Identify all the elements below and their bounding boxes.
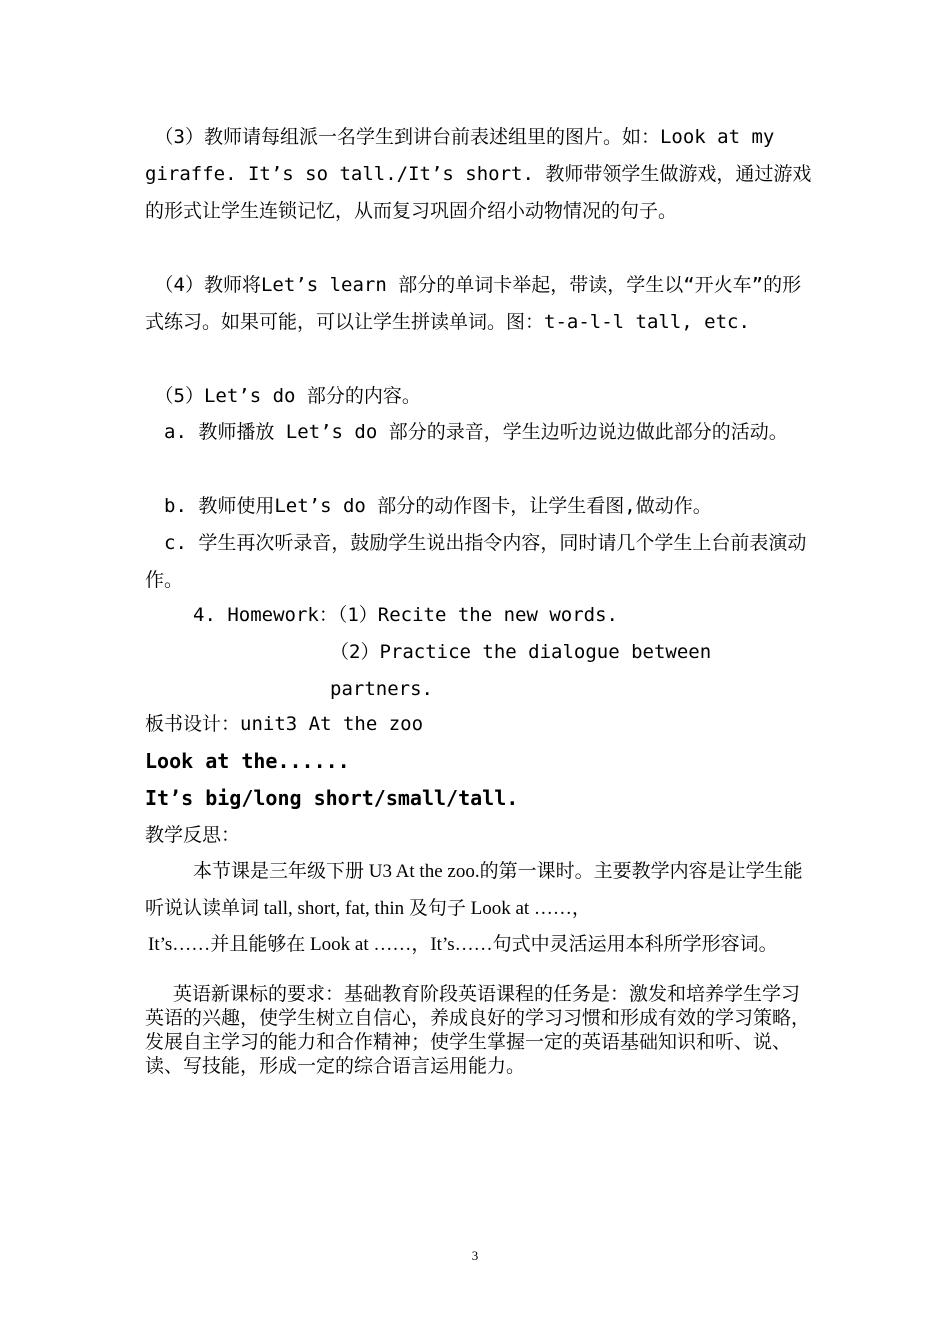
- paragraph-step-5a: a. 教师播放 Let’s do 部分的录音，学生边听边说边做此部分的活动。: [145, 421, 788, 443]
- paragraph-step-5: （5）Let’s do 部分的内容。: [145, 385, 421, 407]
- reflection-paragraph-2: It’s……并且能够在 Look at ……，It’s……句式中灵活运用本科所学形容词。: [148, 934, 778, 955]
- board-design-line-1: Look at the......: [145, 749, 350, 773]
- paragraph-step-3: （3）教师请每组派一名学生到讲台前表述组里的图片。如：Look at my giraffe. It’s so tall./It’s short. 教师带领学生做游戏，通过游戏的形式让学生连锁记忆，从而复习巩固介绍小动物情况的句子。: [145, 126, 812, 222]
- board-design-title: 板书设计：unit3 At the zoo: [145, 713, 424, 735]
- board-design-line-2: It’s big/long short/small/tall.: [145, 786, 519, 810]
- reflection-title: 教学反思：: [145, 824, 241, 846]
- homework-line-2: （2）Practice the dialogue between partners.: [330, 641, 712, 700]
- homework-line-1: 4. Homework：（1）Recite the new words.: [193, 604, 618, 626]
- reflection-paragraph-1: 本节课是三年级下册 U3 At the zoo.的第一课时。主要教学内容是让学生能听说认读单词 tall, short, fat, thin 及句子 Look at ……，: [145, 861, 803, 919]
- page-number: 3: [471, 1248, 479, 1263]
- paragraph-step-4: （4）教师将Let’s learn 部分的单词卡举起，带读，学生以“开火车”的形式练习。如果可能，可以让学生拼读单词。图：t-a-l-l tall, etc.: [145, 274, 802, 333]
- paragraph-step-5c: c. 学生再次听录音，鼓励学生说出指令内容，同时请几个学生上台前表演动作。: [145, 532, 807, 591]
- paragraph-step-5b: b. 教师使用Let’s do 部分的动作图卡，让学生看图,做动作。: [145, 495, 712, 517]
- reflection-paragraph-3: 英语新课标的要求：基础教育阶段英语课程的任务是：激发和培养学生学习英语的兴趣，使学生树立自信心，养成良好的学习习惯和形成有效的学习策略，发展自主学习的能力和合作精神；使学生掌握一定的英语基础知识和听、说、读、写技能，形成一定的综合语言运用能力。: [145, 984, 811, 1077]
